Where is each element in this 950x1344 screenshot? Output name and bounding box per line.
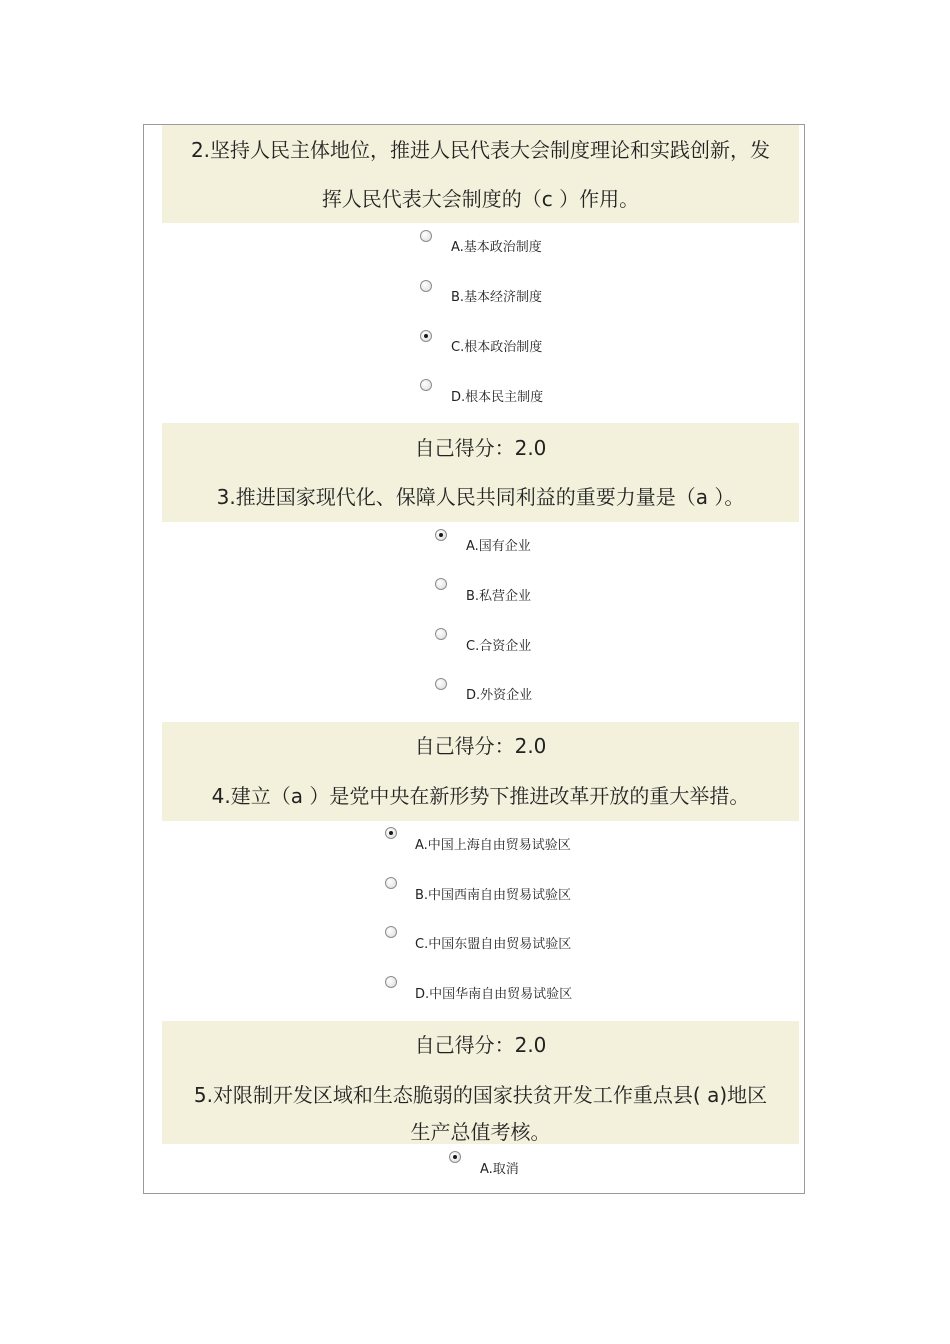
radio-button[interactable]: [420, 280, 432, 292]
radio-button[interactable]: [420, 379, 432, 391]
option-label: D.根本民主制度: [451, 390, 544, 405]
option-label: B.中国西南自由贸易试验区: [415, 888, 572, 903]
option-label: A.国有企业: [466, 539, 531, 554]
radio-button-selected[interactable]: [420, 330, 432, 342]
question-text: 4.建立（a ）是党中央在新形势下推进改革开放的重大举措。: [211, 784, 750, 808]
radio-button[interactable]: [435, 628, 447, 640]
radio-button[interactable]: [385, 926, 397, 938]
score-text: 自己得分：2.0: [414, 1033, 547, 1057]
option-label: C.根本政治制度: [451, 340, 543, 355]
radio-button[interactable]: [435, 578, 447, 590]
option-label: B.基本经济制度: [451, 290, 543, 305]
option-label: A.取消: [480, 1162, 519, 1177]
option-label: D.中国华南自由贸易试验区: [415, 987, 573, 1002]
score-text: 自己得分：2.0: [414, 436, 547, 460]
option-label: A.中国上海自由贸易试验区: [415, 838, 571, 853]
radio-button[interactable]: [385, 877, 397, 889]
option-label: B.私营企业: [466, 589, 532, 604]
option-label: C.中国东盟自由贸易试验区: [415, 937, 572, 952]
radio-button-selected[interactable]: [449, 1151, 461, 1163]
question-text: 2.坚持人民主体地位，推进人民代表大会制度理论和实践创新，发: [190, 138, 771, 162]
question-text: 生产总值考核。: [410, 1120, 551, 1144]
radio-button[interactable]: [420, 230, 432, 242]
radio-button[interactable]: [385, 976, 397, 988]
radio-button-selected[interactable]: [385, 827, 397, 839]
radio-button[interactable]: [435, 678, 447, 690]
score-text: 自己得分：2.0: [414, 734, 547, 758]
option-label: A.基本政治制度: [451, 240, 542, 255]
question-text: 3.推进国家现代化、保障人民共同利益的重要力量是（a ）。: [216, 485, 745, 509]
question-text: 5.对限制开发区域和生态脆弱的国家扶贫开发工作重点县( a)地区: [193, 1083, 768, 1107]
radio-button-selected[interactable]: [435, 529, 447, 541]
question-text: 挥人民代表大会制度的（c ）作用。: [321, 187, 640, 211]
option-label: D.外资企业: [466, 688, 533, 703]
option-label: C.合资企业: [466, 639, 532, 654]
